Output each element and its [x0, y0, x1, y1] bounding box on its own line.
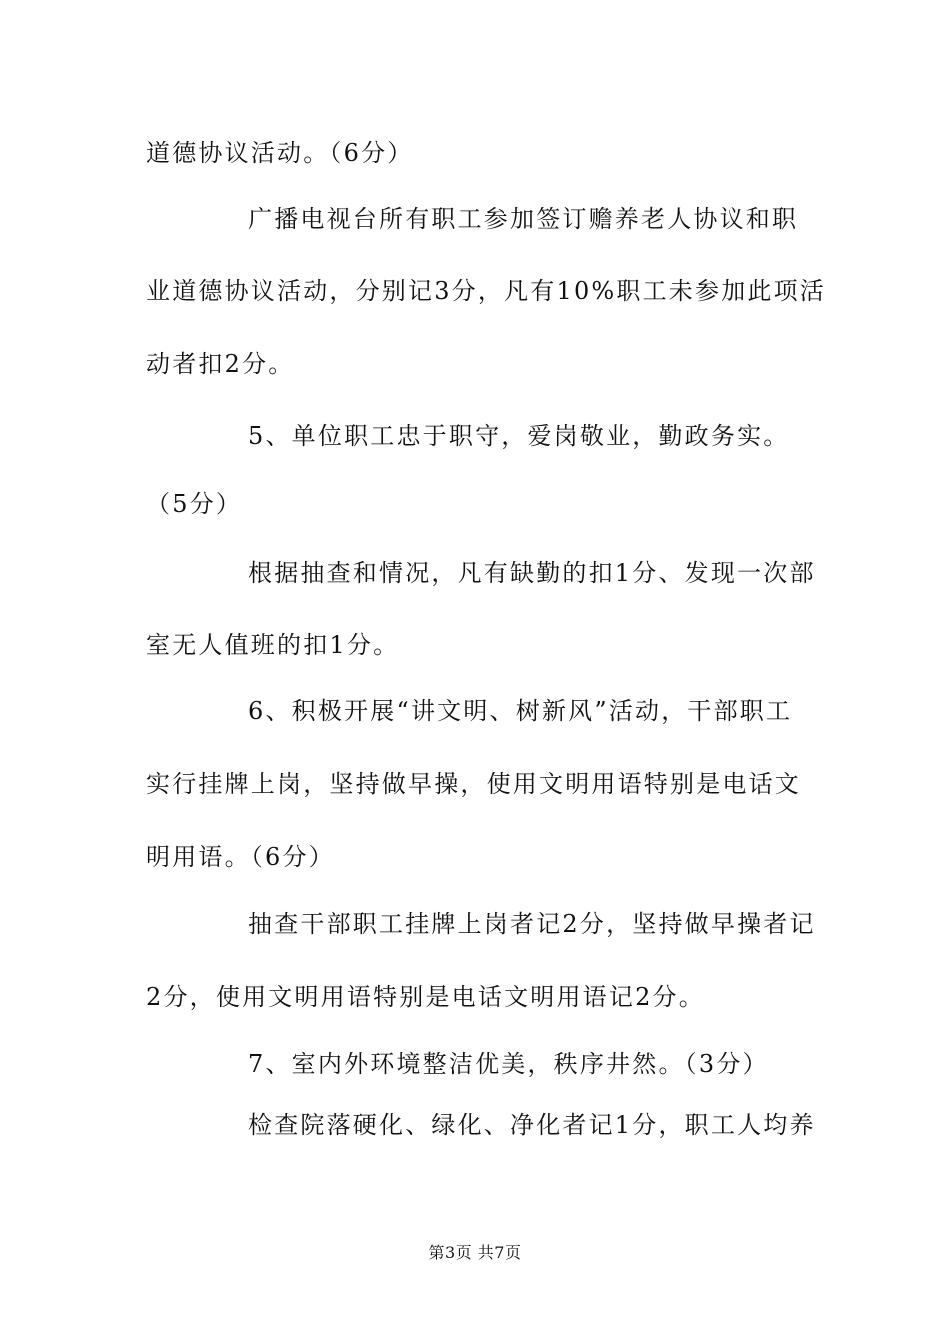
- text-line-14: 7、室内外环境整洁优美，秩序井然。（3分）: [248, 1050, 769, 1078]
- text-line-13: 2分，使用文明用语特别是电话文明用语记2分。: [146, 983, 705, 1011]
- text-line-5: 5、单位职工忠于职守，爱岗敬业，勤政务实。: [248, 422, 790, 450]
- text-line-11: 明用语。（6分）: [146, 843, 335, 871]
- text-line-10: 实行挂牌上岗，坚持做早操，使用文明用语特别是电话文: [146, 770, 801, 798]
- text-line-6: （5分）: [146, 490, 243, 518]
- text-line-3: 业道德协议活动，分别记3分，凡有10%职工未参加此项活: [146, 277, 827, 305]
- page-number-footer: 第3页 共7页: [428, 1243, 522, 1262]
- text-line-4: 动者扣2分。: [146, 350, 295, 378]
- text-line-8: 室无人值班的扣1分。: [146, 631, 400, 659]
- text-line-15: 检查院落硬化、绿化、净化者记1分，职工人均养: [248, 1111, 816, 1139]
- text-line-7: 根据抽查和情况，凡有缺勤的扣1分、发现一次部: [248, 559, 816, 587]
- text-line-12: 抽查干部职工挂牌上岗者记2分，坚持做早操者记: [248, 910, 816, 938]
- text-line-9: 6、积极开展“讲文明、树新风”活动，干部职工: [248, 697, 793, 725]
- text-line-1: 道德协议活动。（6分）: [146, 139, 414, 167]
- text-line-2: 广播电视台所有职工参加签订赡养老人协议和职: [248, 205, 799, 233]
